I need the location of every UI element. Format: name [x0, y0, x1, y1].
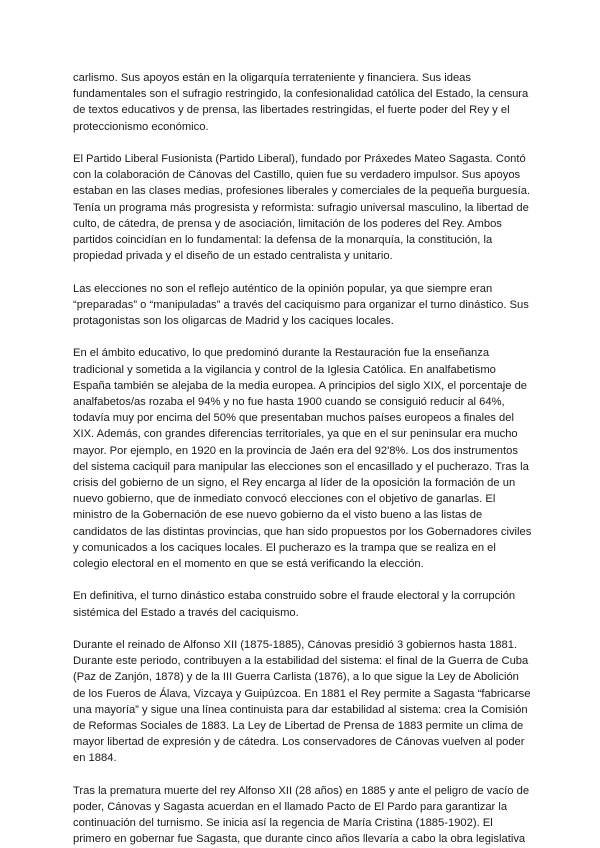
paragraph-conclusion: En definitiva, el turno dinástico estaba construido sobre el fraude electoral y la corrupción sistémica del Estado a través del caciquismo. [73, 590, 516, 619]
paragraph-regency: Tras la prematura muerte del rey Alfonso XII (28 años) en 1885 y ante el peligro de vacío de poder, Cánovas y Sagasta acuerdan en el llamado Pacto de El Pardo para garantizar la continuación del turnismo. Se inicia así la regencia de María Cristina (1885-1902). El primero en gobernar fue Sagasta, que durante cinco años llevaría a cabo la obra legislativa [73, 784, 530, 846]
paragraph-liberal-party: El Partido Liberal Fusionista (Partido Liberal), fundado por Práxedes Mateo Sagasta. Contó con la colaboración de Cánovas del Castillo, quien fue su verdadero impulsor. Sus apoyos estaban en las clases medias, profesiones liberales y comerciales de la pequeña burguesía. Tenía un programa más progresista y reformista: sufragio universal masculino, la libertad de culto, de cátedra, de prensa y de asociación, limitación de los poderes del Rey. Ambos partidos coincidían en lo fundamental: la defensa de la monarquía, la constitución, la propiedad privada y el diseño de un estado centralista y unitario. [73, 153, 531, 263]
paragraph-conservative-party-end: carlismo. Sus apoyos están en la oligarquía terrateniente y financiera. Sus ideas fundamentales son el sufragio restringido, la confesionalidad católica del Estado, la censura de textos educativos y de prensa, las libertades restringidas, el fuerte poder del Rey y el proteccionismo económico. [73, 72, 529, 133]
document-page [73, 70, 533, 848]
paragraph-alfonso-xii-reign: Durante el reinado de Alfonso XII (1875-1885), Cánovas presidió 3 gobiernos hasta 1881. Durante este periodo, contribuyen a la estabilidad del sistema: el final de la Guerra de Cuba (Paz de Zanjón, 1878) y de la III Guerra Carlista (1876), a lo que sigue la Ley de Abolición de los Fueros de Álava, Vizcaya y Guipúzcoa. En 1881 el Rey permite a Sagasta “fabricarse una mayoría” y sigue una línea continuista para dar estabilidad al sistema: crea la Comisión de Reformas Sociales de 1883. La Ley de Libertad de Prensa de 1883 permite un clima de mayor libertad de expresión y de cátedra. Los conservadores de Cánovas vuelven al poder en 1884. [73, 639, 531, 765]
paragraph-elections: Las elecciones no son el reflejo auténtico de la opinión popular, ya que siempre eran “preparadas” o “manipuladas” a través del caciquismo para organizar el turno dinástico. Sus protagonistas son los oligarcas de Madrid y los caciques locales. [73, 282, 529, 328]
paragraph-education-caciquismo: En el ámbito educativo, lo que predominó durante la Restauración fue la enseñanza tradicional y sometida a la vigilancia y control de la Iglesia Católica. En analfabetismo España también se alejaba de la media europea. A principios del siglo XIX, el porcentaje de analfabetos/as rozaba el 94% y no fue hasta 1900 cuando se consiguió reducir al 64%, todavía muy por encima del 50% que presentaban muchos países europeos a finales del XIX. Además, con grandes diferencias territoriales, ya que en el sur peninsular era mucho mayor. Por ejemplo, en 1920 en la provincia de Jaén era del 92'8%. Los dos instrumentos del sistema caciquil para manipular las elecciones son el encasillado y el pucherazo. Tras la crisis del gobierno de un signo, el Rey encarga al líder de la oposición la formación de un nuevo gobierno, que de inmediato convocó elecciones con el objetivo de ganarlas. El ministro de la Gobernación de ese nuevo gobierno da el visto bueno a las listas de candidatos de las distintas provincias, que han sido propuestos por los Gobernadores civiles y comunicados a los caciques locales. El pucherazo es la trampa que se realiza en el colegio electoral en el momento en que se está verificando la elección. [73, 347, 532, 571]
